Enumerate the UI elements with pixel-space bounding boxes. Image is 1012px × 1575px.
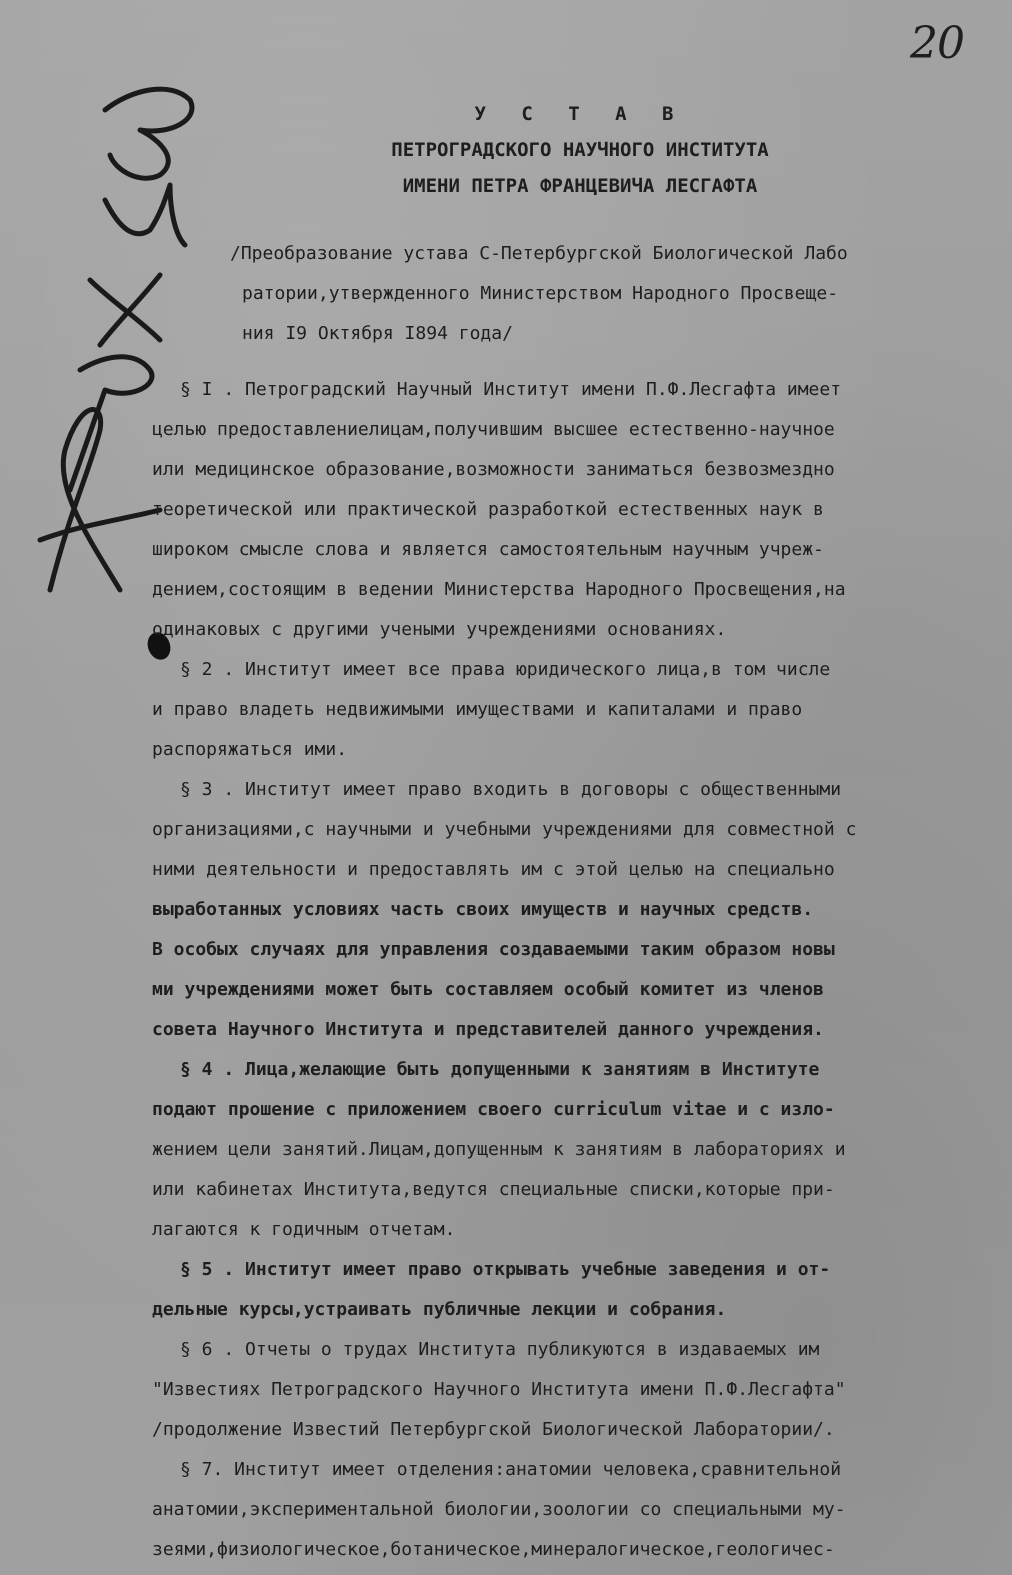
subtitle-line: /Преобразование устава С-Петербургской Биологической Лабо	[230, 243, 848, 264]
body-line: лагаются к годичным отчетам.	[152, 1219, 456, 1240]
body-line: зеями,физиологическое,ботаническое,минералогическое,геологичес-	[152, 1539, 835, 1560]
body-line: § 7. Институт имеет отделения:анатомии человека,сравнительной	[180, 1459, 842, 1480]
document-title	[300, 96, 860, 204]
subtitle-line: ратории,утвержденного Министерством Народного Просвеще-	[242, 283, 839, 304]
title-line-3: ИМЕНИ ПЕТРА ФРАНЦЕВИЧА ЛЕСГАФТА	[402, 175, 758, 197]
body-line: широком смысле слова и является самостоятельным научным учреж-	[152, 539, 824, 560]
body-line: "Известиях Петроградского Научного Института имени П.Ф.Лесгафта"	[152, 1379, 846, 1400]
body-line: жением цели занятий.Лицам,допущенным к занятиям в лабораториях и	[152, 1139, 846, 1160]
body-line: § 3 . Институт имеет право входить в договоры с общественными	[180, 779, 842, 800]
body-line: или медицинское образование,возможности заниматься безвозмездно	[152, 459, 835, 480]
body-line: распоряжаться ими.	[152, 739, 348, 760]
title-line-2: ПЕТРОГРАДСКОГО НАУЧНОГО ИНСТИТУТА	[391, 139, 769, 161]
body-line: одинаковых с другими учеными учреждениями основаниях.	[152, 619, 727, 640]
body-line: § I . Петроградский Научный Институт имени П.Ф.Лесгафта имеет	[180, 379, 842, 400]
body-line: В особых случаях для управления создаваемыми таким образом новы	[152, 939, 835, 960]
body-line: ними деятельности и предоставлять им с этой целью на специально	[152, 859, 835, 880]
body-line: дением,состоящим в ведении Министерства Народного Просвещения,на	[152, 579, 846, 600]
body-line: подают прошение с приложением своего curriculum vitae и с изло-	[152, 1099, 835, 1120]
document-body	[152, 370, 992, 1570]
body-line: § 5 . Институт имеет право открывать учебные заведения и от-	[180, 1259, 831, 1280]
body-line: целью предоставлениелицам,получившим высшее естественно-научное	[152, 419, 835, 440]
title-line-1: У С Т А В	[474, 103, 686, 125]
body-line: анатомии,экспериментальной биологии,зоологии со специальными му-	[152, 1499, 846, 1520]
body-line: ми учреждениями может быть составляем особый комитет из членов	[152, 979, 824, 1000]
body-line: /продолжение Известий Петербургской Биологической Лаборатории/.	[152, 1419, 835, 1440]
document-subtitle	[230, 234, 980, 354]
body-line: § 4 . Лица,желающие быть допущенными к занятиям в Институте	[180, 1059, 820, 1080]
body-line: или кабинетах Института,ведутся специальные списки,которые при-	[152, 1179, 835, 1200]
body-line: дельные курсы,устраивать публичные лекции и собрания.	[152, 1299, 727, 1320]
body-line: совета Научного Института и представителей данного учреждения.	[152, 1019, 824, 1040]
body-line: организациями,с научными и учебными учреждениями для совместной с	[152, 819, 857, 840]
body-line: теоретической или практической разработкой естественных наук в	[152, 499, 824, 520]
body-line: § 6 . Отчеты о трудах Института публикуются в издаваемых им	[180, 1339, 820, 1360]
subtitle-line: ния I9 Октября I894 года/	[242, 323, 513, 344]
body-line: выработанных условиях часть своих имуществ и научных средств.	[152, 899, 814, 920]
body-line: и право владеть недвижимыми имуществами и капиталами и право	[152, 699, 803, 720]
page-number: 20	[910, 18, 964, 69]
body-line: § 2 . Институт имеет все права юридического лица,в том числе	[180, 659, 831, 680]
